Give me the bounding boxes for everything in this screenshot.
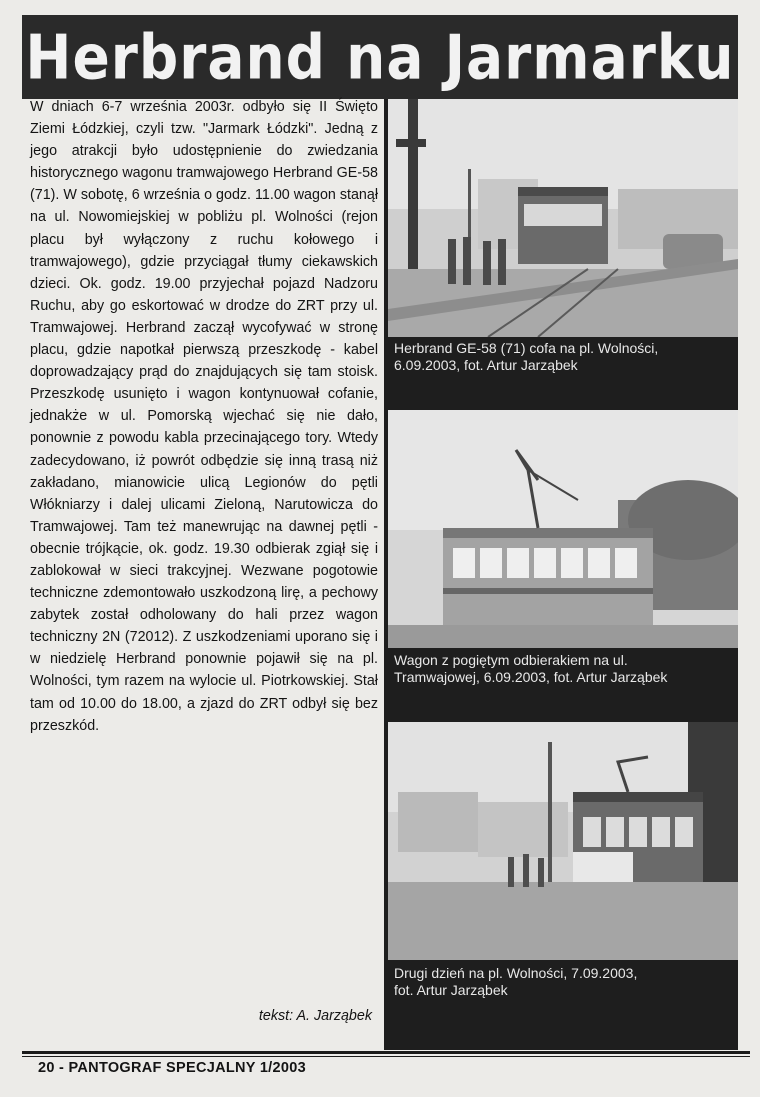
footer-rule	[22, 1051, 750, 1054]
title-banner	[22, 15, 738, 99]
photo-column	[384, 99, 738, 1050]
page-title: Herbrand na Jarmarku	[25, 21, 735, 93]
photo-caption-1: Herbrand GE-58 (71) cofa na pl. Wolności, 6.09.2003, fot. Artur Jarząbek	[394, 340, 659, 373]
photo-caption-2: Wagon z pogiętym odbierakiem na ul. Tramwajowej, 6.09.2003, fot. Artur Jarząbek	[394, 652, 668, 685]
photo-wagon-bent-pole	[388, 410, 738, 648]
footer-rule-thin	[22, 1056, 750, 1057]
photo-tram-square	[388, 99, 738, 337]
photo-caption-3: Drugi dzień na pl. Wolności, 7.09.2003, fot. Artur Jarząbek	[394, 965, 638, 998]
article-body: W dniach 6-7 września 2003r. odbyło się II Święto Ziemi Łódzkiej, czyli tzw. "Jarmark Łódzki". Jedną z jego atrakcji było udostępnienie do zwiedzania historycznego wagonu tramwajowego Herbrand GE-58 (71). W sobotę, 6 września o godz. 11.00 wagon stanął na ul. Nowomiejskiej w pobliżu pl. Wolności (rejon placu był wyłączony z ruchu kołowego i tramwajowego), gdzie przyciągał tłumy ciekawskich dzieci. Ok. godz. 19.00 przyjechał pojazd Nadzoru Ruchu, aby go eskortować w drodze do ZRT przy ul. Tramwajowej. Herbrand zaczął wycofywać w stronę placu, gdzie napotkał pierwszą przeszkodę - kabel doprowadzający prąd do znajdujących się tam stoisk. Przeszkodę usunięto i wagon kontynuował cofanie, jednakże w ul. Pomorską wjechać się nie dało, ponownie z powodu kabla przecinającego tory. Wtedy zadecydowano, iż powrót odbędzie się inną trasą niż zakładano, mianowicie ulicą Legionów do pętli Włókniarzy i dalej ulicami Zieloną, Narutowicza do Tramwajowej. Tam też manewrując na dawnej pętli - obecnie trójkącie, ok. godz. 19.30 odbierak zgiął się i zablokował w sieci trakcyjnej. Wezwane pogotowie techniczne zdemontowało uszkodzoną lirę, a pechowy zabytek został odholowany do hali przez wagon techniczny 2N (72012). Z uszkodzeniami uporano się i w niedzielę Herbrand ponownie pojawił się na pl. Wolności, tym razem na wylocie ul. Piotrkowskiej. Stał tam od 10.00 do 18.00, a zjazd do ZRT odbył się bez przeszkód.	[30, 99, 378, 734]
article-byline: tekst: A. Jarząbek	[258, 1008, 372, 1024]
photo-second-day-square	[388, 722, 738, 960]
page-footer: 20 - PANTOGRAF SPECJALNY 1/2003	[38, 1060, 306, 1076]
